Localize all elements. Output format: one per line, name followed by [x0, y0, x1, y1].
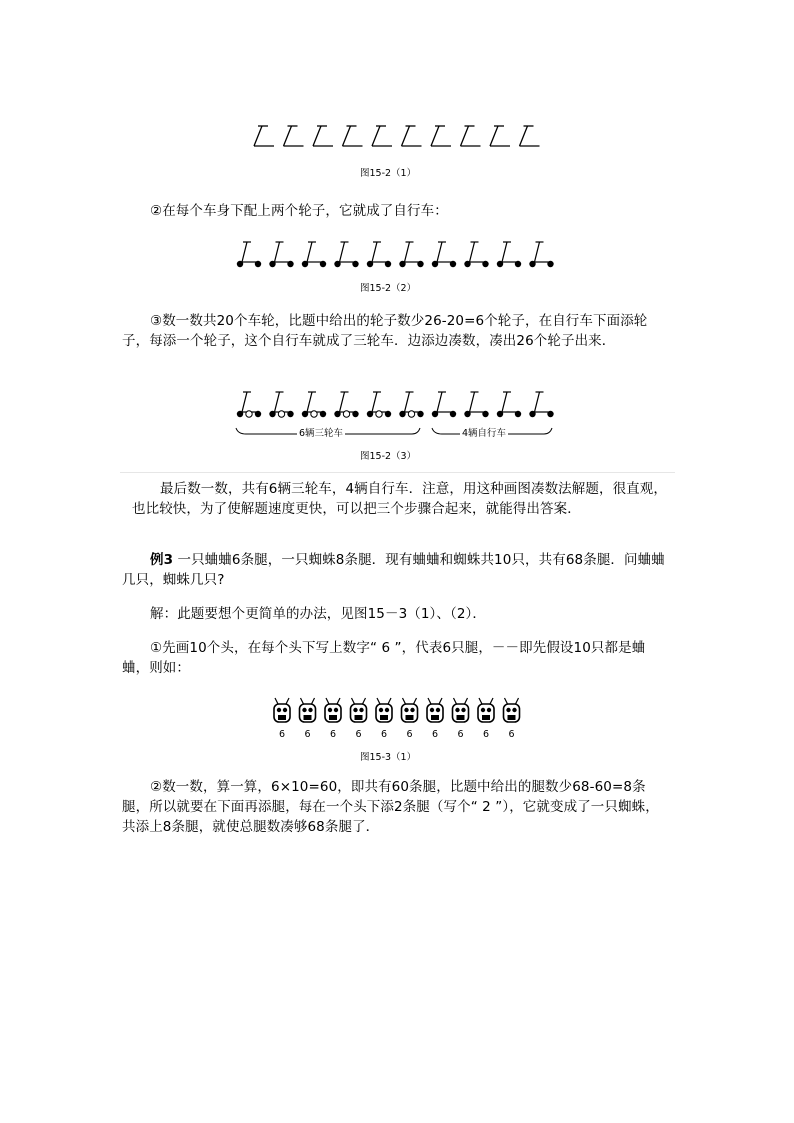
paragraph-example-3	[122, 550, 670, 590]
cricket-head	[427, 698, 443, 722]
paragraph-step-b: ②数一数，算一算，6×10=60，即共有60条腿，比题中给出的腿数少68-60=8条腿，所以就要在下面再添腿，每在一个头下添2条腿（写个“ 2 ”），它就变成了一只蜘蛛，共添上8条腿，就使总腿数凑够68条腿了．	[122, 779, 659, 835]
leg-count-row	[268, 729, 538, 743]
bicycle-body	[284, 126, 304, 146]
cricket-head	[274, 698, 290, 722]
bicycle-body	[402, 126, 422, 146]
tricycle-count-label: 6辆三轮车	[297, 425, 345, 439]
bicycle	[497, 392, 521, 417]
cricket-head	[504, 698, 520, 722]
cricket-head	[325, 698, 341, 722]
paragraph-step-a: ①先画10个头，在每个头下写上数字“ 6 ”，代表6只腿，－－即先假设10只都是蛐蛐，则如：	[122, 640, 646, 676]
bicycle	[529, 242, 553, 267]
bicycle	[432, 392, 456, 417]
bicycle	[237, 242, 261, 267]
cricket-head	[351, 698, 367, 722]
bicycle-bodies-figure	[250, 122, 550, 152]
paragraph-solution: 解：此题要想个更简单的办法，见图15－3（1）、（2）．	[150, 606, 486, 622]
tricycle	[399, 392, 423, 417]
tricycle	[237, 392, 261, 417]
paragraph-step-2: ②在每个车身下配上两个轮子，它就成了自行车：	[150, 203, 448, 219]
bicycle-body	[343, 126, 363, 146]
bicycle	[334, 242, 358, 267]
bicycle	[529, 392, 553, 417]
figure-caption: 图15-2（3）	[360, 451, 417, 462]
bicycle	[399, 242, 423, 267]
cricket-head	[300, 698, 316, 722]
tricycle	[367, 392, 391, 417]
tricycles-bicycles-figure	[232, 388, 562, 448]
bicycle-body	[490, 126, 510, 146]
bicycle	[464, 392, 488, 417]
leg-count-number: 6	[457, 729, 464, 740]
bicycle-body	[254, 126, 274, 146]
bicycle-body	[520, 126, 540, 146]
leg-count-number: 6	[508, 729, 515, 740]
cricket-head	[376, 698, 392, 722]
leg-count-number: 6	[381, 729, 388, 740]
bicycle-body	[431, 126, 451, 146]
leg-count-number: 6	[483, 729, 490, 740]
bicycle	[367, 242, 391, 267]
tricycle	[334, 392, 358, 417]
bicycle	[432, 242, 456, 267]
leg-count-number: 6	[279, 729, 286, 740]
bicycle-body	[461, 126, 481, 146]
figure-caption: 图15-2（2）	[360, 283, 417, 294]
bicycle	[497, 242, 521, 267]
bicycle-body	[313, 126, 333, 146]
leg-count-number: 6	[330, 729, 337, 740]
bicycle	[269, 242, 293, 267]
leg-count-number: 6	[432, 729, 439, 740]
tricycle	[269, 392, 293, 417]
cricket-head	[478, 698, 494, 722]
figure-caption: 图15-3（1）	[360, 752, 417, 763]
cricket-head	[402, 698, 418, 722]
bicycle-body	[372, 126, 392, 146]
paragraph-summary: 最后数一数，共有6辆三轮车，4辆自行车．注意，用这种画图凑数法解题，很直观，也比较快，为了使解题速度更快，可以把三个步骤合起来，就能得出答案．	[132, 481, 667, 517]
bicycle-count-label: 4辆自行车	[460, 425, 508, 439]
leg-count-number: 6	[406, 729, 413, 740]
paragraph-step-3: ③数一数共20个车轮，比题中给出的轮子数少26-20=6个轮子，在自行车下面添轮子，每添一个轮子，这个自行车就成了三轮车．边添边凑数，凑出26个轮子出来．	[122, 313, 648, 349]
bicycle	[464, 242, 488, 267]
leg-count-number: 6	[304, 729, 311, 740]
figure-caption: 图15-2（1）	[360, 168, 417, 179]
bicycles-figure	[232, 240, 562, 270]
leg-count-number: 6	[355, 729, 362, 740]
divider	[120, 472, 675, 473]
bicycle	[302, 242, 326, 267]
cricket-head	[453, 698, 469, 722]
tricycle	[302, 392, 326, 417]
example-label: 例3	[150, 552, 174, 568]
example-body: 一只蛐蛐6条腿，一只蜘蛛8条腿．现有蛐蛐和蜘蛛共10只，共有68条腿．问蛐蛐几只，蜘蛛几只?	[122, 552, 665, 588]
